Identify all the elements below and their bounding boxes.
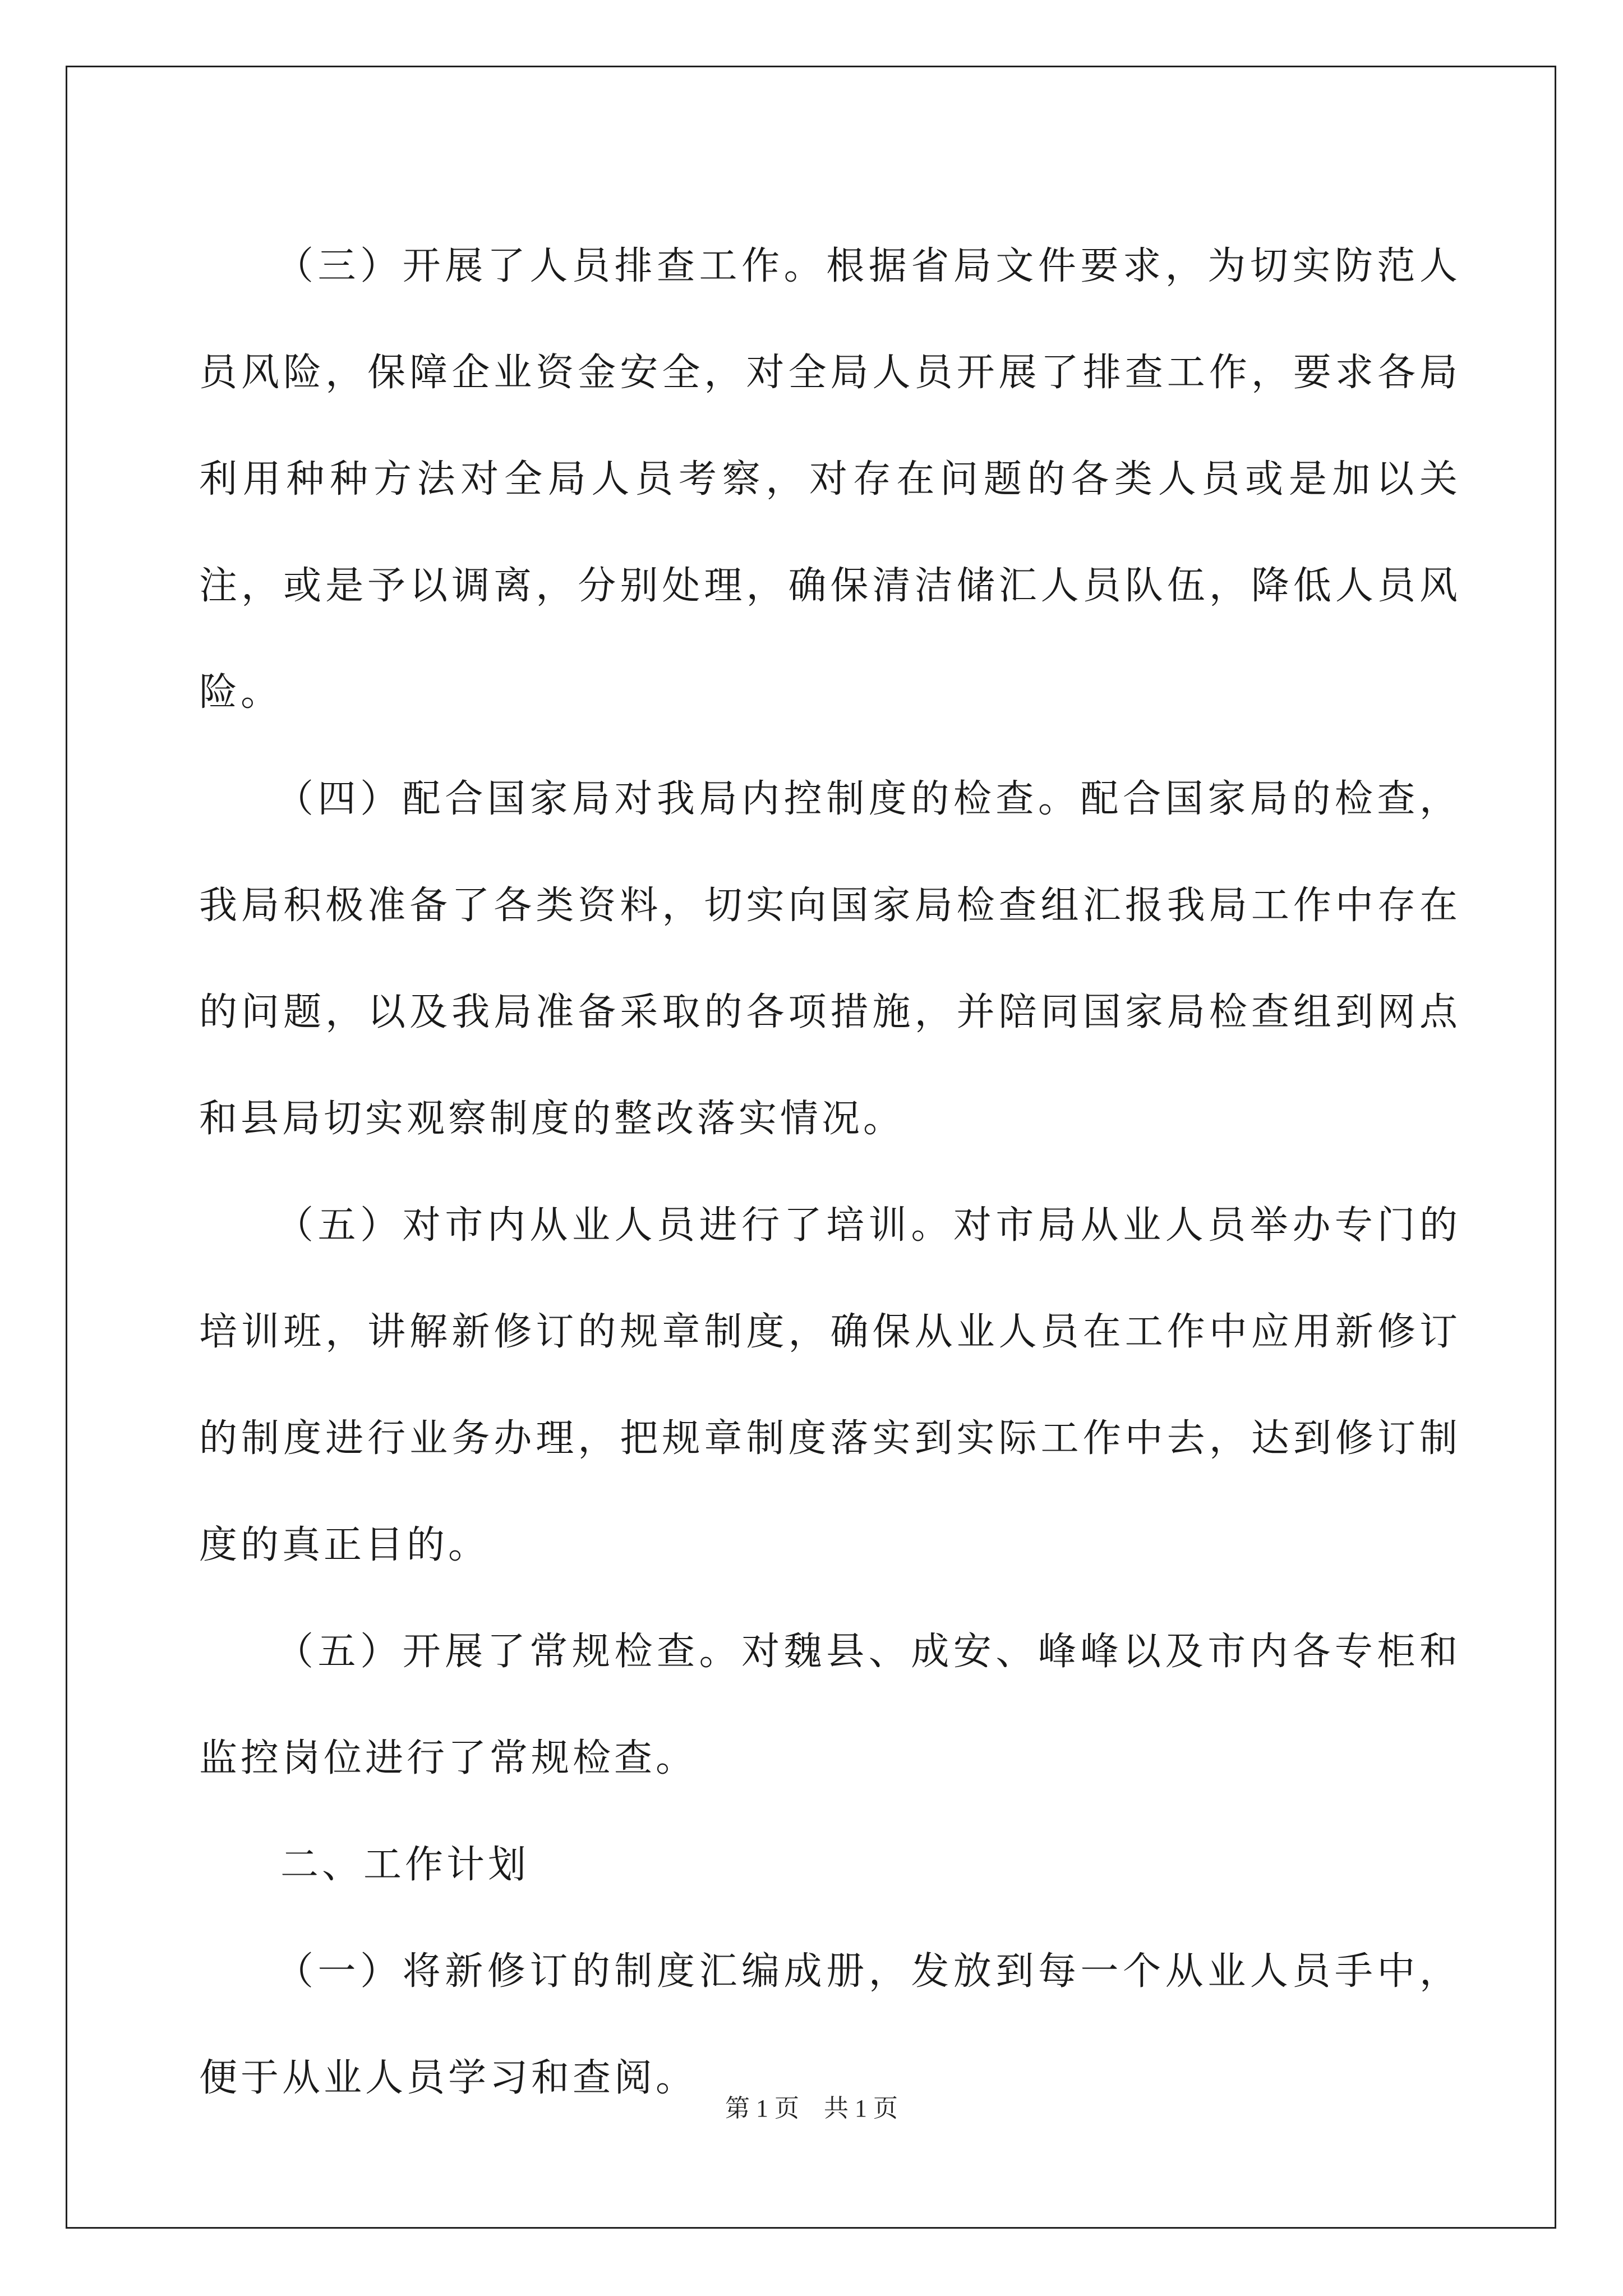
document-body bbox=[199, 213, 1461, 2132]
page-number-footer: 第 1 页 共 1 页 bbox=[725, 2095, 898, 2122]
paragraph-national-inspection: （四）配合国家局对我局内控制度的检查。配合国家局的检查，我局积极准备了各类资料，切实向国家局检查组汇报我局工作中存在的问题，以及我局准备采取的各项措施，并陪同国家局检查组到网点和县局切实观察制度的整改落实情况。 bbox=[199, 777, 1461, 1141]
paragraph-personnel-screening: （三）开展了人员排查工作。根据省局文件要求，为切实防范人员风险，保障企业资金安全，对全局人员开展了排查工作，要求各局利用种种方法对全局人员考察，对存在问题的各类人员或是加以关注，或是予以调离，分别处理，确保清洁储汇人员队伍，降低人员风险。 bbox=[199, 244, 1461, 715]
paragraph-routine-inspection: （五）开展了常规检查。对魏县、成安、峰峰以及市内各专柜和监控岗位进行了常规检查。 bbox=[199, 1630, 1461, 1780]
paragraph-staff-training: （五）对市内从业人员进行了培训。对市局从业人员举办专门的培训班，讲解新修订的规章制度，确保从业人员在工作中应用新修订的制度进行业务办理，把规章制度落实到实际工作中去，达到修订制度的真正目的。 bbox=[199, 1203, 1461, 1567]
paragraph-plan-compilation: （一）将新修订的制度汇编成册，发放到每一个从业人员手中，便于从业人员学习和查阅。 bbox=[199, 1949, 1461, 2100]
section-heading-work-plan: 二、工作计划 bbox=[280, 1843, 530, 1887]
